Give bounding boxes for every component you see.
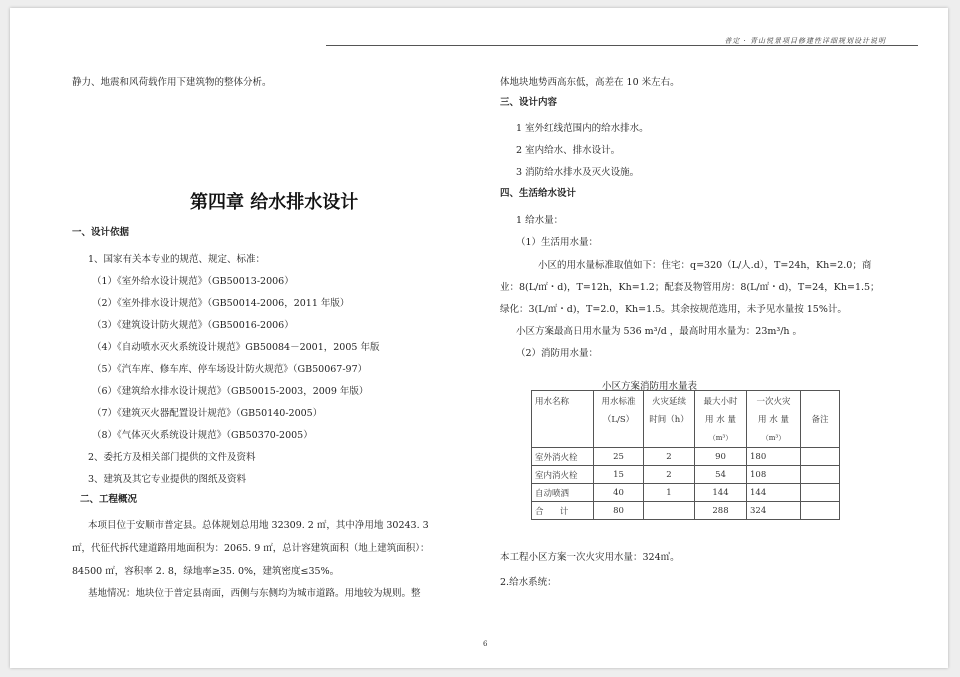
table-title: 小区方案消防用水量表 (602, 381, 698, 392)
header-cell: 备注 (801, 391, 840, 448)
basis-item-3: 3、建筑及其它专业提供的图纸及资料 (88, 474, 247, 485)
table-cell: 25 (594, 448, 644, 466)
table-cell (644, 502, 695, 520)
table-cell: 80 (594, 502, 644, 520)
header-cell: 用水标准 （L/S） (594, 391, 644, 448)
section-basis-heading: 一、设计依据 (72, 227, 130, 238)
overview-line: 基地情况：地块位于普定县南面，西侧与东侧均为城市道路。用地较为规则。整 (88, 588, 421, 599)
intro-tail: 静力、地震和风荷载作用下建筑物的整体分析。 (72, 77, 272, 88)
table-row (532, 448, 840, 466)
standard-item: （6）《建筑给水排水设计规范》（GB50015-2003，2009 年版） (92, 386, 369, 397)
table-cell: 2 (644, 448, 695, 466)
table-cell: 324 (747, 502, 801, 520)
table-cell: 室内消火栓 (532, 466, 594, 484)
table-cell (801, 466, 840, 484)
domestic-line: 绿化：3(L/㎡・d)，T=2.0，Kh=1.5。其余按规范选用，未予见水量按 15%计。 (500, 304, 847, 315)
overview-line: ㎡，代征代拆代建道路用地面积为：2065. 9 ㎡，总计容建筑面积（地上建筑面积）： (72, 543, 430, 554)
table-row (532, 466, 840, 484)
content-item: 1 室外红线范围内的给水排水。 (516, 123, 649, 134)
table-row (532, 484, 840, 502)
table-cell: 自动喷洒 (532, 484, 594, 502)
domestic-line: 小区的用水量标准取值如下：住宅：q=320（L/人.d），T=24h，Kh=2.0；商 (538, 260, 872, 271)
standard-item: （4）《自动喷水灭火系统设计规范》GB50084－2001，2005 年版 (92, 342, 380, 353)
table-cell: 54 (695, 466, 747, 484)
header-cell: 一次火灾 用 水 量 （m³） (747, 391, 801, 448)
table-header-row (532, 391, 840, 448)
table-cell: 90 (695, 448, 747, 466)
table-cell: 15 (594, 466, 644, 484)
table-cell: 180 (747, 448, 801, 466)
standard-item: （7）《建筑灭火器配置设计规范》（GB50140-2005） (92, 408, 323, 419)
table-cell (801, 448, 840, 466)
table-cell: 288 (695, 502, 747, 520)
content-item: 3 消防给水排水及灭火设施。 (516, 167, 640, 178)
fire-title: （2）消防用水量： (516, 348, 599, 359)
standard-item: （8）《气体灭火系统设计规范》（GB50370-2005） (92, 430, 313, 441)
basis-lead: 1、国家有关本专业的规范、规定、标准： (88, 254, 266, 265)
header-cell: 火灾延续 时间（h） (644, 391, 695, 448)
basis-item-2: 2、委托方及相关部门提供的文件及资料 (88, 452, 256, 463)
standard-item: （2）《室外排水设计规范》（GB50014-2006，2011 年版） (92, 298, 350, 309)
table-cell: 40 (594, 484, 644, 502)
table-cell: 2 (644, 466, 695, 484)
domestic-line: 小区方案最高日用水量为 536 m³/d ，最高时用水量为：23m³/h 。 (516, 326, 803, 337)
site-tail: 体地块地势西高东低，高差在 10 米左右。 (500, 77, 680, 88)
section-content-heading: 三、设计内容 (500, 97, 558, 108)
table-cell: 144 (695, 484, 747, 502)
table-cell: 144 (747, 484, 801, 502)
chapter-title: 第四章 给水排水设计 (190, 192, 359, 213)
table-cell (801, 502, 840, 520)
table-cell: 室外消火栓 (532, 448, 594, 466)
standard-item: （3）《建筑设计防火规范》（GB50016-2006） (92, 320, 294, 331)
supply-title: 1 给水量： (516, 215, 564, 226)
fire-water-table (531, 390, 840, 520)
overview-line: 本项目位于安顺市普定县。总体规划总用地 32309. 2 ㎡，其中净用地 30243. 3 (88, 520, 429, 531)
domestic-title: （1）生活用水量： (516, 237, 599, 248)
content-item: 2 室内给水、排水设计。 (516, 145, 621, 156)
overview-line: 84500 ㎡，容积率 2. 8，绿地率≥35. 0%，建筑密度≤35%。 (72, 566, 340, 577)
running-header: 普定 · 青山悦景项目修建性详细规划设计说明 (724, 37, 886, 45)
table-cell: 合 计 (532, 502, 594, 520)
table-cell: 108 (747, 466, 801, 484)
standard-item: （5）《汽车库、修车库、停车场设计防火规范》（GB50067-97） (92, 364, 368, 375)
fire-total: 本工程小区方案一次火灾用水量：324㎥。 (500, 552, 680, 563)
standard-item: （1）《室外给水设计规范》（GB50013-2006） (92, 276, 294, 287)
table-cell: 1 (644, 484, 695, 502)
document-page (10, 8, 948, 668)
section-overview-heading: 二、工程概况 (80, 494, 138, 505)
section-supply-heading: 四、生活给水设计 (500, 188, 577, 199)
header-cell: 用水名称 (532, 391, 594, 448)
table-row (532, 502, 840, 520)
system-title: 2.给水系统： (500, 577, 557, 588)
table-cell (801, 484, 840, 502)
header-cell: 最大小时 用 水 量 （m³） (695, 391, 747, 448)
domestic-line: 业：8(L/㎡・d)，T=12h，Kh=1.2；配套及物管用房：8(L/㎡・d)，T=24，Kh=1.5； (500, 282, 880, 293)
page-number: 6 (483, 640, 488, 648)
